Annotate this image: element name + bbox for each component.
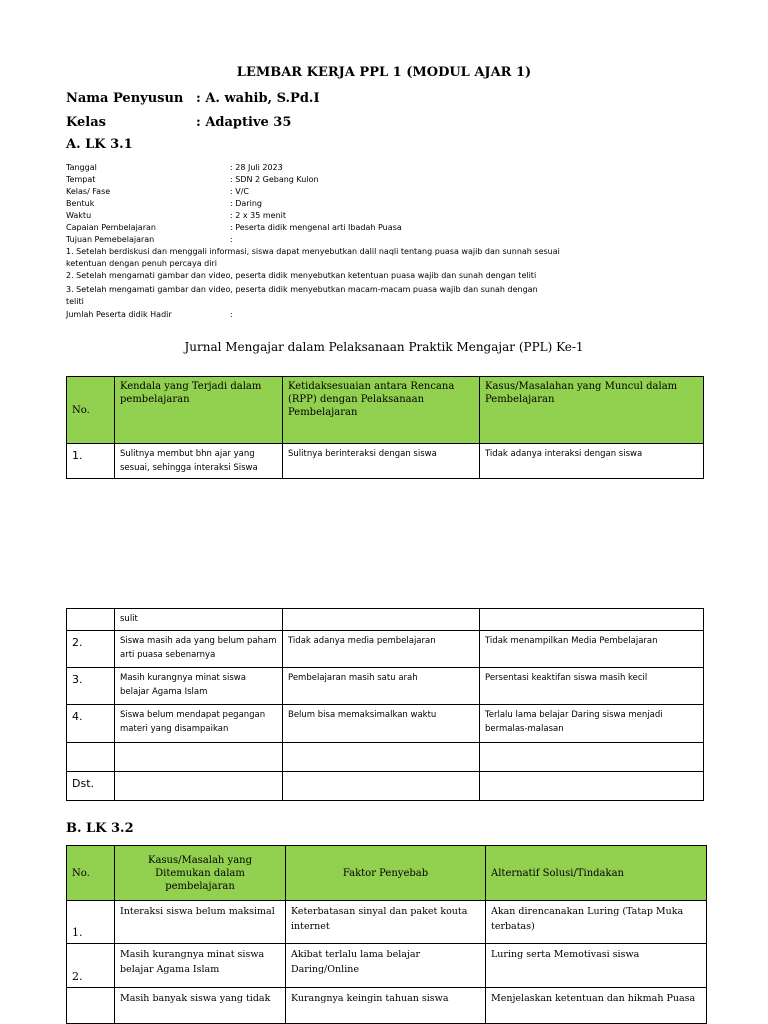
cell-no: 2. <box>67 631 115 668</box>
cell-mismatch <box>283 772 480 801</box>
cell-obstacle <box>115 772 283 801</box>
table-row <box>67 444 704 479</box>
document-title: LEMBAR KERJA PPL 1 (MODUL AJAR 1) <box>236 65 532 80</box>
author-label: Nama Penyusun <box>66 91 184 106</box>
cell-case: Interaksi siswa belum maksimal <box>115 901 286 944</box>
table-row <box>67 668 704 705</box>
class-label: Kelas <box>66 115 106 130</box>
journal-table-continued <box>66 608 704 801</box>
cell-no: Dst. <box>67 772 115 801</box>
cell-case: Tidak adanya interaksi dengan siswa <box>480 444 704 479</box>
cell-no: 1. <box>67 444 115 479</box>
meta-value: : 2 x 35 menit <box>230 211 287 220</box>
table-row <box>67 609 704 631</box>
meta-value: : Peserta didik mengenal arti Ibadah Puasa <box>230 223 402 232</box>
header-no: No. <box>67 377 115 444</box>
class-value: : Adaptive 35 <box>196 115 292 130</box>
header-cause: Faktor Penyebab <box>286 846 486 901</box>
table-header-row <box>67 377 704 444</box>
cell-obstacle: sulit <box>115 609 283 631</box>
cell-cause: Akibat terlalu lama belajar Daring/Online <box>286 944 486 988</box>
table-row <box>67 901 707 944</box>
cell-case <box>480 609 704 631</box>
cell-case: Terlalu lama belajar Daring siswa menjadi bermalas-malasan <box>480 705 704 743</box>
meta-key: Jumlah Peserta didik Hadir <box>66 310 172 319</box>
meta-value: : Daring <box>230 199 262 208</box>
case-analysis-table <box>66 845 707 1024</box>
cell-obstacle: Siswa masih ada yang belum paham arti puasa sebenarnya <box>115 631 283 668</box>
cell-cause: Kurangnya keingin tahuan siswa <box>286 988 486 1024</box>
cell-case <box>480 772 704 801</box>
cell-case: Tidak menampilkan Media Pembelajaran <box>480 631 704 668</box>
table-row <box>67 944 707 988</box>
cell-solution: Akan direncanakan Luring (Tatap Muka terbatas) <box>486 901 707 944</box>
cell-no: 4. <box>67 705 115 743</box>
author-value: : A. wahib, S.Pd.I <box>196 91 320 106</box>
cell-obstacle: Sulitnya membut bhn ajar yang sesuai, sehingga interaksi Siswa <box>115 444 283 479</box>
cell-mismatch: Belum bisa memaksimalkan waktu <box>283 705 480 743</box>
cell-mismatch <box>283 743 480 772</box>
header-obstacle: Kendala yang Terjadi dalam pembelajaran <box>115 377 283 444</box>
cell-no: 2. <box>67 944 115 988</box>
header-mismatch: Ketidaksesuaian antara Rencana (RPP) dengan Pelaksanaan Pembelajaran <box>283 377 480 444</box>
table-row <box>67 988 707 1024</box>
cell-case <box>480 743 704 772</box>
cell-case: Masih kurangnya minat siswa belajar Agama Islam <box>115 944 286 988</box>
cell-cause: Keterbatasan sinyal dan paket kouta internet <box>286 901 486 944</box>
meta-key: Tempat <box>66 175 96 184</box>
cell-mismatch: Pembelajaran masih satu arah <box>283 668 480 705</box>
meta-value: : V/C <box>230 187 249 196</box>
cell-obstacle <box>115 743 283 772</box>
cell-no: 3. <box>67 668 115 705</box>
table-row <box>67 772 704 801</box>
header-case: Kasus/Masalahan yang Muncul dalam Pembelajaran <box>480 377 704 444</box>
meta-value: : <box>230 310 233 319</box>
cell-no <box>67 743 115 772</box>
meta-value: : SDN 2 Gebang Kulon <box>230 175 319 184</box>
table-row <box>67 631 704 668</box>
journal-title: Jurnal Mengajar dalam Pelaksanaan Praktik Mengajar (PPL) Ke-1 <box>184 340 584 354</box>
cell-obstacle: Siswa belum mendapat pegangan materi yang disampaikan <box>115 705 283 743</box>
meta-key: Kelas/ Fase <box>66 187 111 196</box>
objective-3: 3. Setelah mengamati gambar dan video, peserta didik menyebutkan macam-macam puasa wajib dan sunah dengan teliti <box>66 285 538 306</box>
meta-value: : <box>230 235 233 244</box>
cell-case: Persentasi keaktifan siswa masih kecil <box>480 668 704 705</box>
cell-no: 1. <box>67 901 115 944</box>
objective-1: 1. Setelah berdiskusi dan menggali informasi, siswa dapat menyebutkan dalil naqli tentang puasa wajib dan sunnah sesuai ketentuan dengan penuh percaya diri <box>66 247 560 268</box>
journal-table <box>66 376 704 479</box>
table-header-row <box>67 846 707 901</box>
objective-2: 2. Setelah mengamati gambar dan video, peserta didik menyebutkan ketentuan puasa wajib dan sunah dengan teliti <box>66 271 537 280</box>
cell-solution: Luring serta Memotivasi siswa <box>486 944 707 988</box>
cell-mismatch: Sulitnya berinteraksi dengan siswa <box>283 444 480 479</box>
section-a-heading: A. LK 3.1 <box>66 137 133 152</box>
cell-solution: Menjelaskan ketentuan dan hikmah Puasa <box>486 988 707 1024</box>
header-no: No. <box>67 846 115 901</box>
cell-no <box>67 988 115 1024</box>
section-b-heading: B. LK 3.2 <box>66 821 134 836</box>
meta-key: Waktu <box>66 211 92 220</box>
meta-key: Tanggal <box>66 163 97 172</box>
meta-key: Capaian Pembelajaran <box>66 223 156 232</box>
meta-key: Bentuk <box>66 199 95 208</box>
table-row <box>67 743 704 772</box>
table-row <box>67 705 704 743</box>
header-solution: Alternatif Solusi/Tindakan <box>486 846 707 901</box>
cell-mismatch: Tidak adanya media pembelajaran <box>283 631 480 668</box>
header-case: Kasus/Masalah yang Ditemukan dalam pembelajaran <box>115 846 286 901</box>
cell-no <box>67 609 115 631</box>
cell-mismatch <box>283 609 480 631</box>
meta-value: : 28 Juli 2023 <box>230 163 283 172</box>
meta-key: Tujuan Pemebelajaran <box>66 235 155 244</box>
cell-case: Masih banyak siswa yang tidak <box>115 988 286 1024</box>
cell-obstacle: Masih kurangnya minat siswa belajar Agama Islam <box>115 668 283 705</box>
